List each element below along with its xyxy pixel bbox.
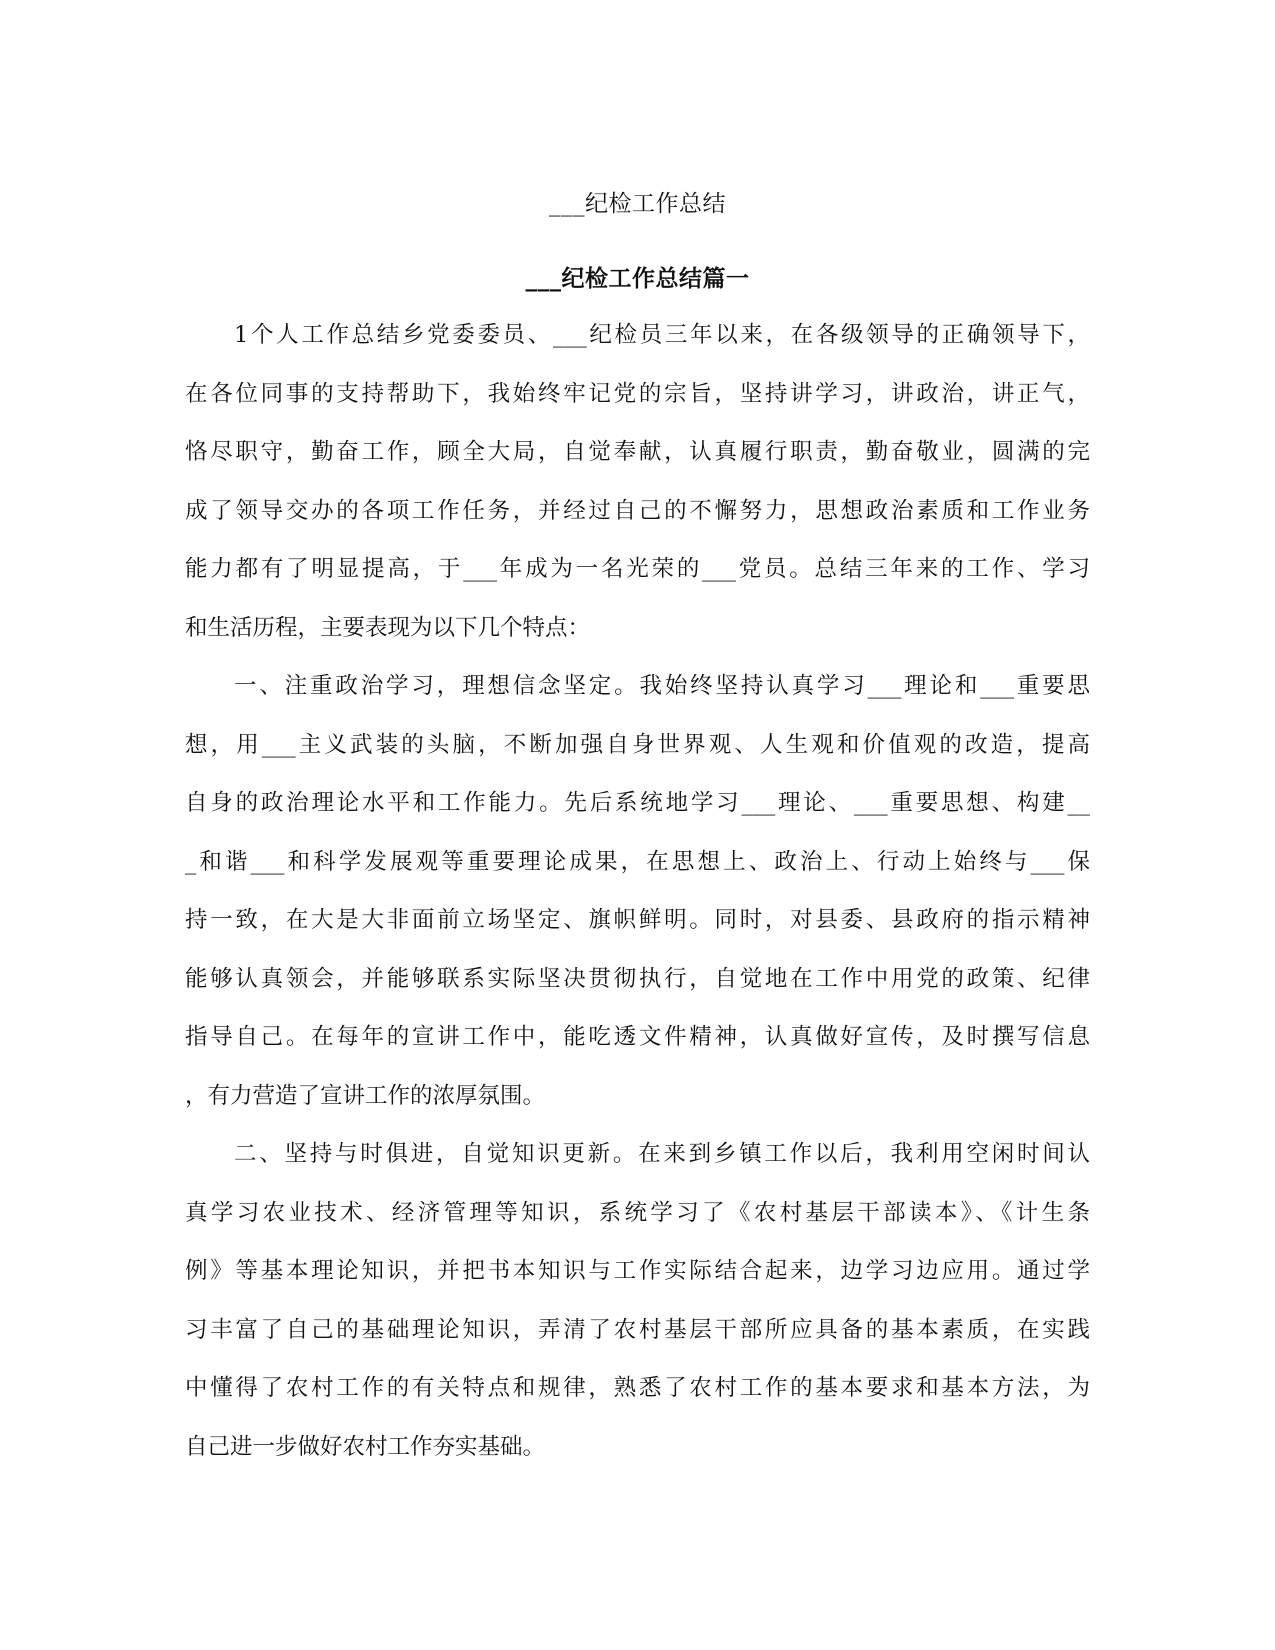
paragraph-line: 持一致，在大是大非面前立场坚定、旗帜鲜明。同时，对县委、县政府的指示精神	[185, 907, 1090, 933]
section-title: ___纪检工作总结篇一	[525, 265, 750, 292]
paragraph-line: 自己进一步做好农村工作夯实基础。	[185, 1433, 546, 1460]
paragraph-line: 成了领导交办的各项工作任务，并经过自己的不懈努力，思想政治素质和工作业务	[185, 497, 1090, 524]
paragraph-line: 自身的政治理论水平和工作能力。先后系统地学习___理论、___重要思想、构建__	[185, 790, 1090, 816]
paragraph-line: 和生活历程，主要表现为以下几个特点：	[185, 614, 591, 641]
document-title: ___纪检工作总结	[549, 191, 726, 217]
paragraph-line: 在各位同事的支持帮助下，我始终牢记党的宗旨，坚持讲学习，讲政治，讲正气，	[185, 380, 1090, 407]
paragraph-line: 真学习农业技术、经济管理等知识，系统学习了《农村基层干部读本》、《计生条	[185, 1199, 1090, 1226]
paragraph-line: 能够认真领会，并能够联系实际坚决贯彻执行，自觉地在工作中用党的政策、纪律	[185, 965, 1090, 992]
paragraph-line: 指导自己。在每年的宣讲工作中，能吃透文件精神，认真做好宣传，及时撰写信息	[185, 1024, 1090, 1050]
paragraph-line: 中懂得了农村工作的有关特点和规律，熟悉了农村工作的基本要求和基本方法，为	[185, 1375, 1090, 1401]
paragraph-line: 能力都有了明显提高，于___年成为一名光荣的___党员。总结三年来的工作、学习	[185, 556, 1090, 582]
paragraph-line: _和谐___和科学发展观等重要理论成果，在思想上、政治上、行动上始终与___保	[185, 848, 1090, 875]
paragraph-line: 恪尽职守，勤奋工作，顾全大局，自觉奉献，认真履行职责，勤奋敬业，圆满的完	[185, 439, 1090, 465]
paragraph-2	[185, 671, 1090, 1139]
paragraph-3	[185, 1139, 1090, 1490]
document-body	[185, 320, 1090, 1490]
paragraph-line: 一、注重政治学习，理想信念坚定。我始终坚持认真学习___理论和___重要思	[234, 673, 1090, 699]
paragraph-line: 习丰富了自己的基础理论知识，弄清了农村基层干部所应具备的基本素质，在实践	[185, 1316, 1090, 1343]
paragraph-line: 1个人工作总结乡党委委员、___纪检员三年以来，在各级领导的正确领导下，	[234, 322, 1090, 348]
paragraph-line: 例》等基本理论知识，并把书本知识与工作实际结合起来，边学习边应用。通过学	[185, 1258, 1090, 1284]
paragraph-line: 想，用___主义武装的头脑，不断加强自身世界观、人生观和价值观的改造，提高	[185, 731, 1090, 758]
paragraph-1	[185, 320, 1090, 671]
paragraph-line: ，有力营造了宣讲工作的浓厚氛围。	[185, 1082, 546, 1109]
paragraph-line: 二、坚持与时俱进，自觉知识更新。在来到乡镇工作以后，我利用空闲时间认	[234, 1141, 1090, 1167]
